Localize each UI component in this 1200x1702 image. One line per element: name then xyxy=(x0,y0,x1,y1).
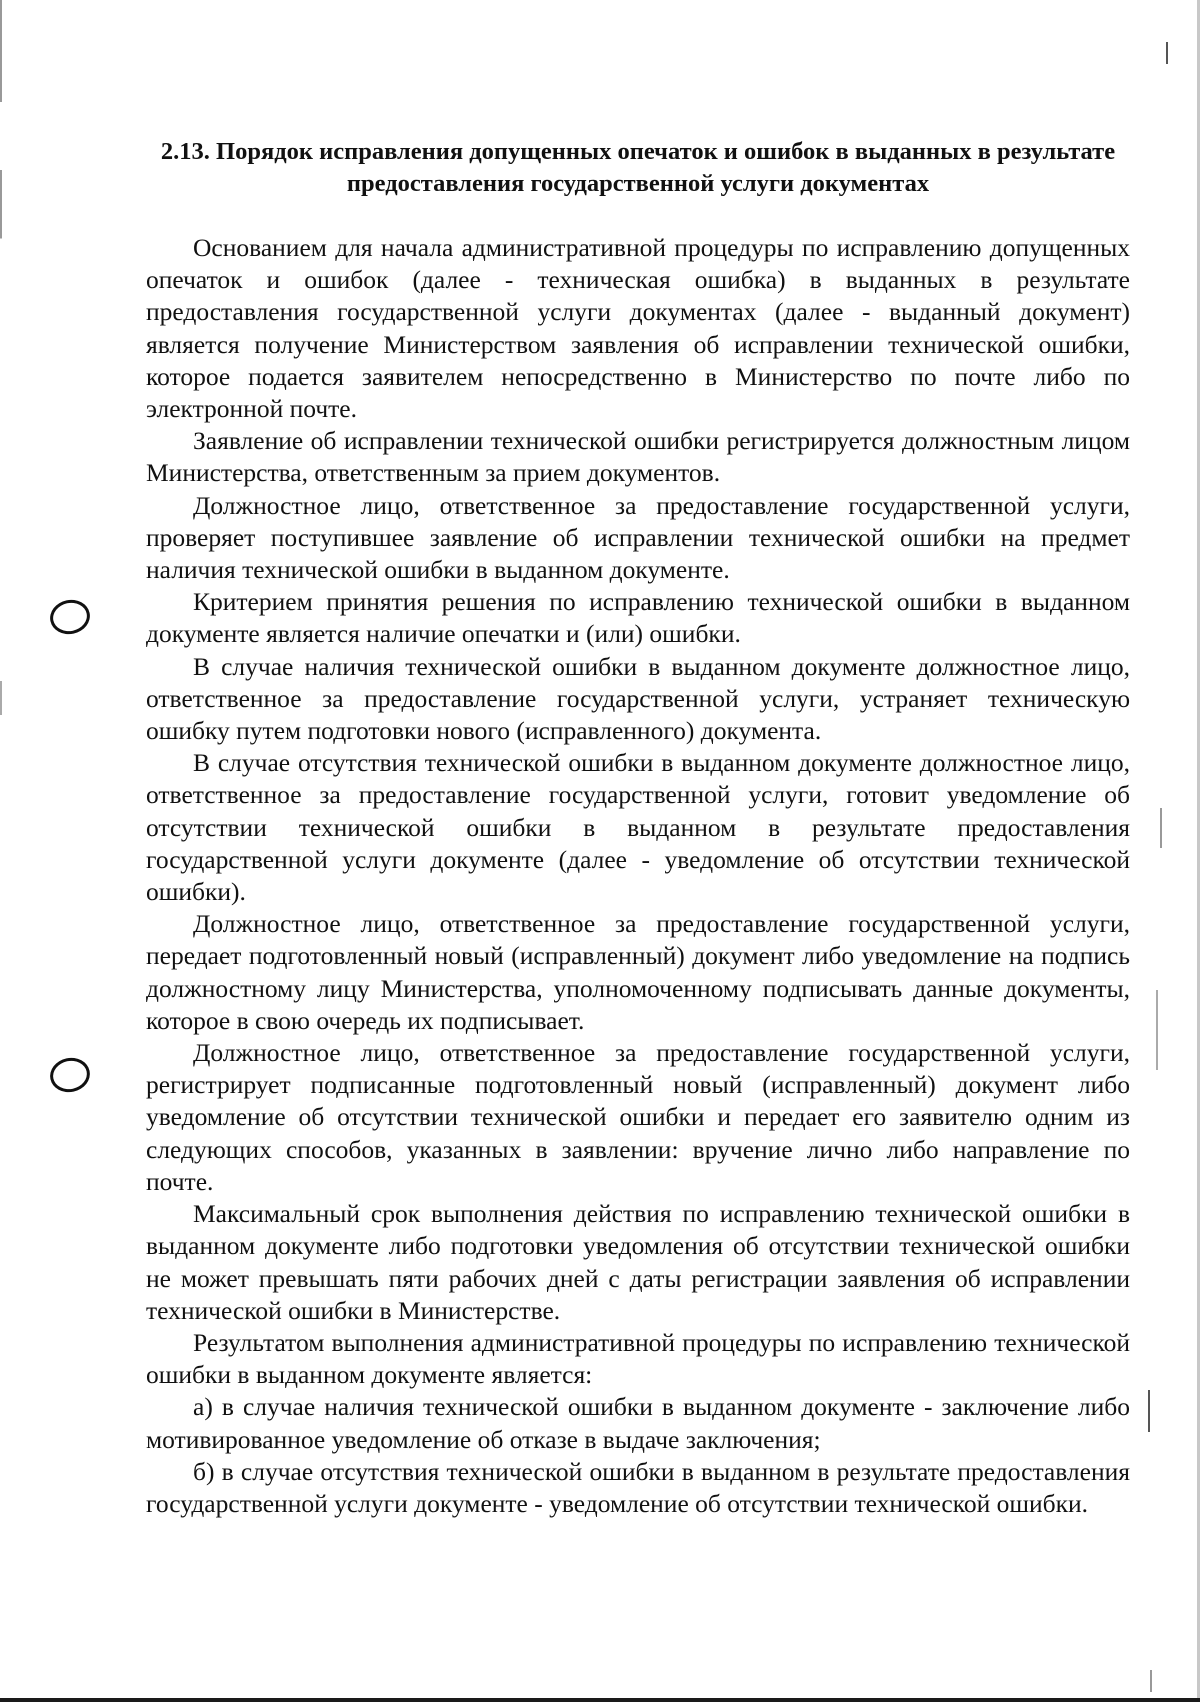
paragraph: Основанием для начала административной процедуры по исправлению допущенных опечаток и ошибок (далее - техническая ошибка) в выданных в результате предоставления государственной услуги документах (далее - выданный документ) является получение Министерством заявления об исправлении технической ошибки, которое подается заявителем непосредственно в Министерство по почте либо по электронной почте. xyxy=(146,233,1130,424)
scan-mark xyxy=(1148,1390,1150,1432)
punch-hole-icon xyxy=(47,596,93,638)
document-body xyxy=(146,136,1130,1520)
section-heading: 2.13. Порядок исправления допущенных опечаток и ошибок в выданных в результате предоставления государственной услуги документах xyxy=(160,138,1116,197)
scan-mark xyxy=(1160,808,1162,848)
paragraph: Результатом выполнения административной процедуры по исправлению технической ошибки в выданном документе является: xyxy=(146,1327,1130,1390)
list-item-a: а) в случае наличия технической ошибки в выданном документе - заключение либо мотивированное уведомление об отказе в выдаче заключения; xyxy=(146,1392,1130,1454)
paragraph: В случае наличия технической ошибки в выданном документе должностное лицо, ответственное за предоставление государственной услуги, устраняет техническую ошибку путем подготовки нового (исправленного) документа. xyxy=(146,651,1130,746)
list-item-b: б) в случае отсутствия технической ошибки в выданном в результате предоставления государственной услуги документе - уведомление об отсутствии технической ошибки. xyxy=(146,1456,1130,1518)
paragraph: В случае отсутствия технической ошибки в выданном документе должностное лицо, ответственное за предоставление государственной услуги, готовит уведомление об отсутствии технической ошибки в выданном в результате предоставления государственной услуги документе (далее - уведомление об отсутствии технической ошибки). xyxy=(146,748,1130,907)
paragraph: Критерием принятия решения по исправлению технической ошибки в выданном документе является наличие опечатки и (или) ошибки. xyxy=(146,587,1130,649)
scan-mark xyxy=(1150,1670,1152,1692)
paragraph: Должностное лицо, ответственное за предоставление государственной услуги, регистрирует подписанные подготовленный новый (исправленный) документ либо уведомление об отсутствии технической ошибки и передает его заявителю одним из следующих способов, указанных в заявлении: вручение лично либо направление по почте. xyxy=(146,1038,1130,1196)
scan-mark xyxy=(1156,990,1158,1070)
paragraph: Заявление об исправлении технической ошибки регистрируется должностным лицом Министерства, ответственным за прием документов. xyxy=(146,426,1130,488)
paragraph: Максимальный срок выполнения действия по исправлению технической ошибки в выданном документе либо подготовки уведомления об отсутствии технической ошибки не может превышать пяти рабочих дней с даты регистрации заявления об исправлении технической ошибки в Министерстве. xyxy=(146,1199,1130,1325)
scan-left-edge xyxy=(0,0,2,1702)
scan-bottom-edge xyxy=(0,1698,1200,1702)
paragraph: Должностное лицо, ответственное за предоставление государственной услуги, проверяет поступившее заявление об исправлении технической ошибки на предмет наличия технической ошибки в выданном документе. xyxy=(146,490,1130,585)
paragraph: Должностное лицо, ответственное за предоставление государственной услуги, передает подготовленный новый (исправленный) документ либо уведомление на подпись должностному лицу Министерства, уполномоченному подписывать данные документы, которое в свою очередь их подписывает. xyxy=(146,909,1130,1035)
scan-mark xyxy=(1166,42,1168,64)
punch-hole-icon xyxy=(47,1054,93,1096)
